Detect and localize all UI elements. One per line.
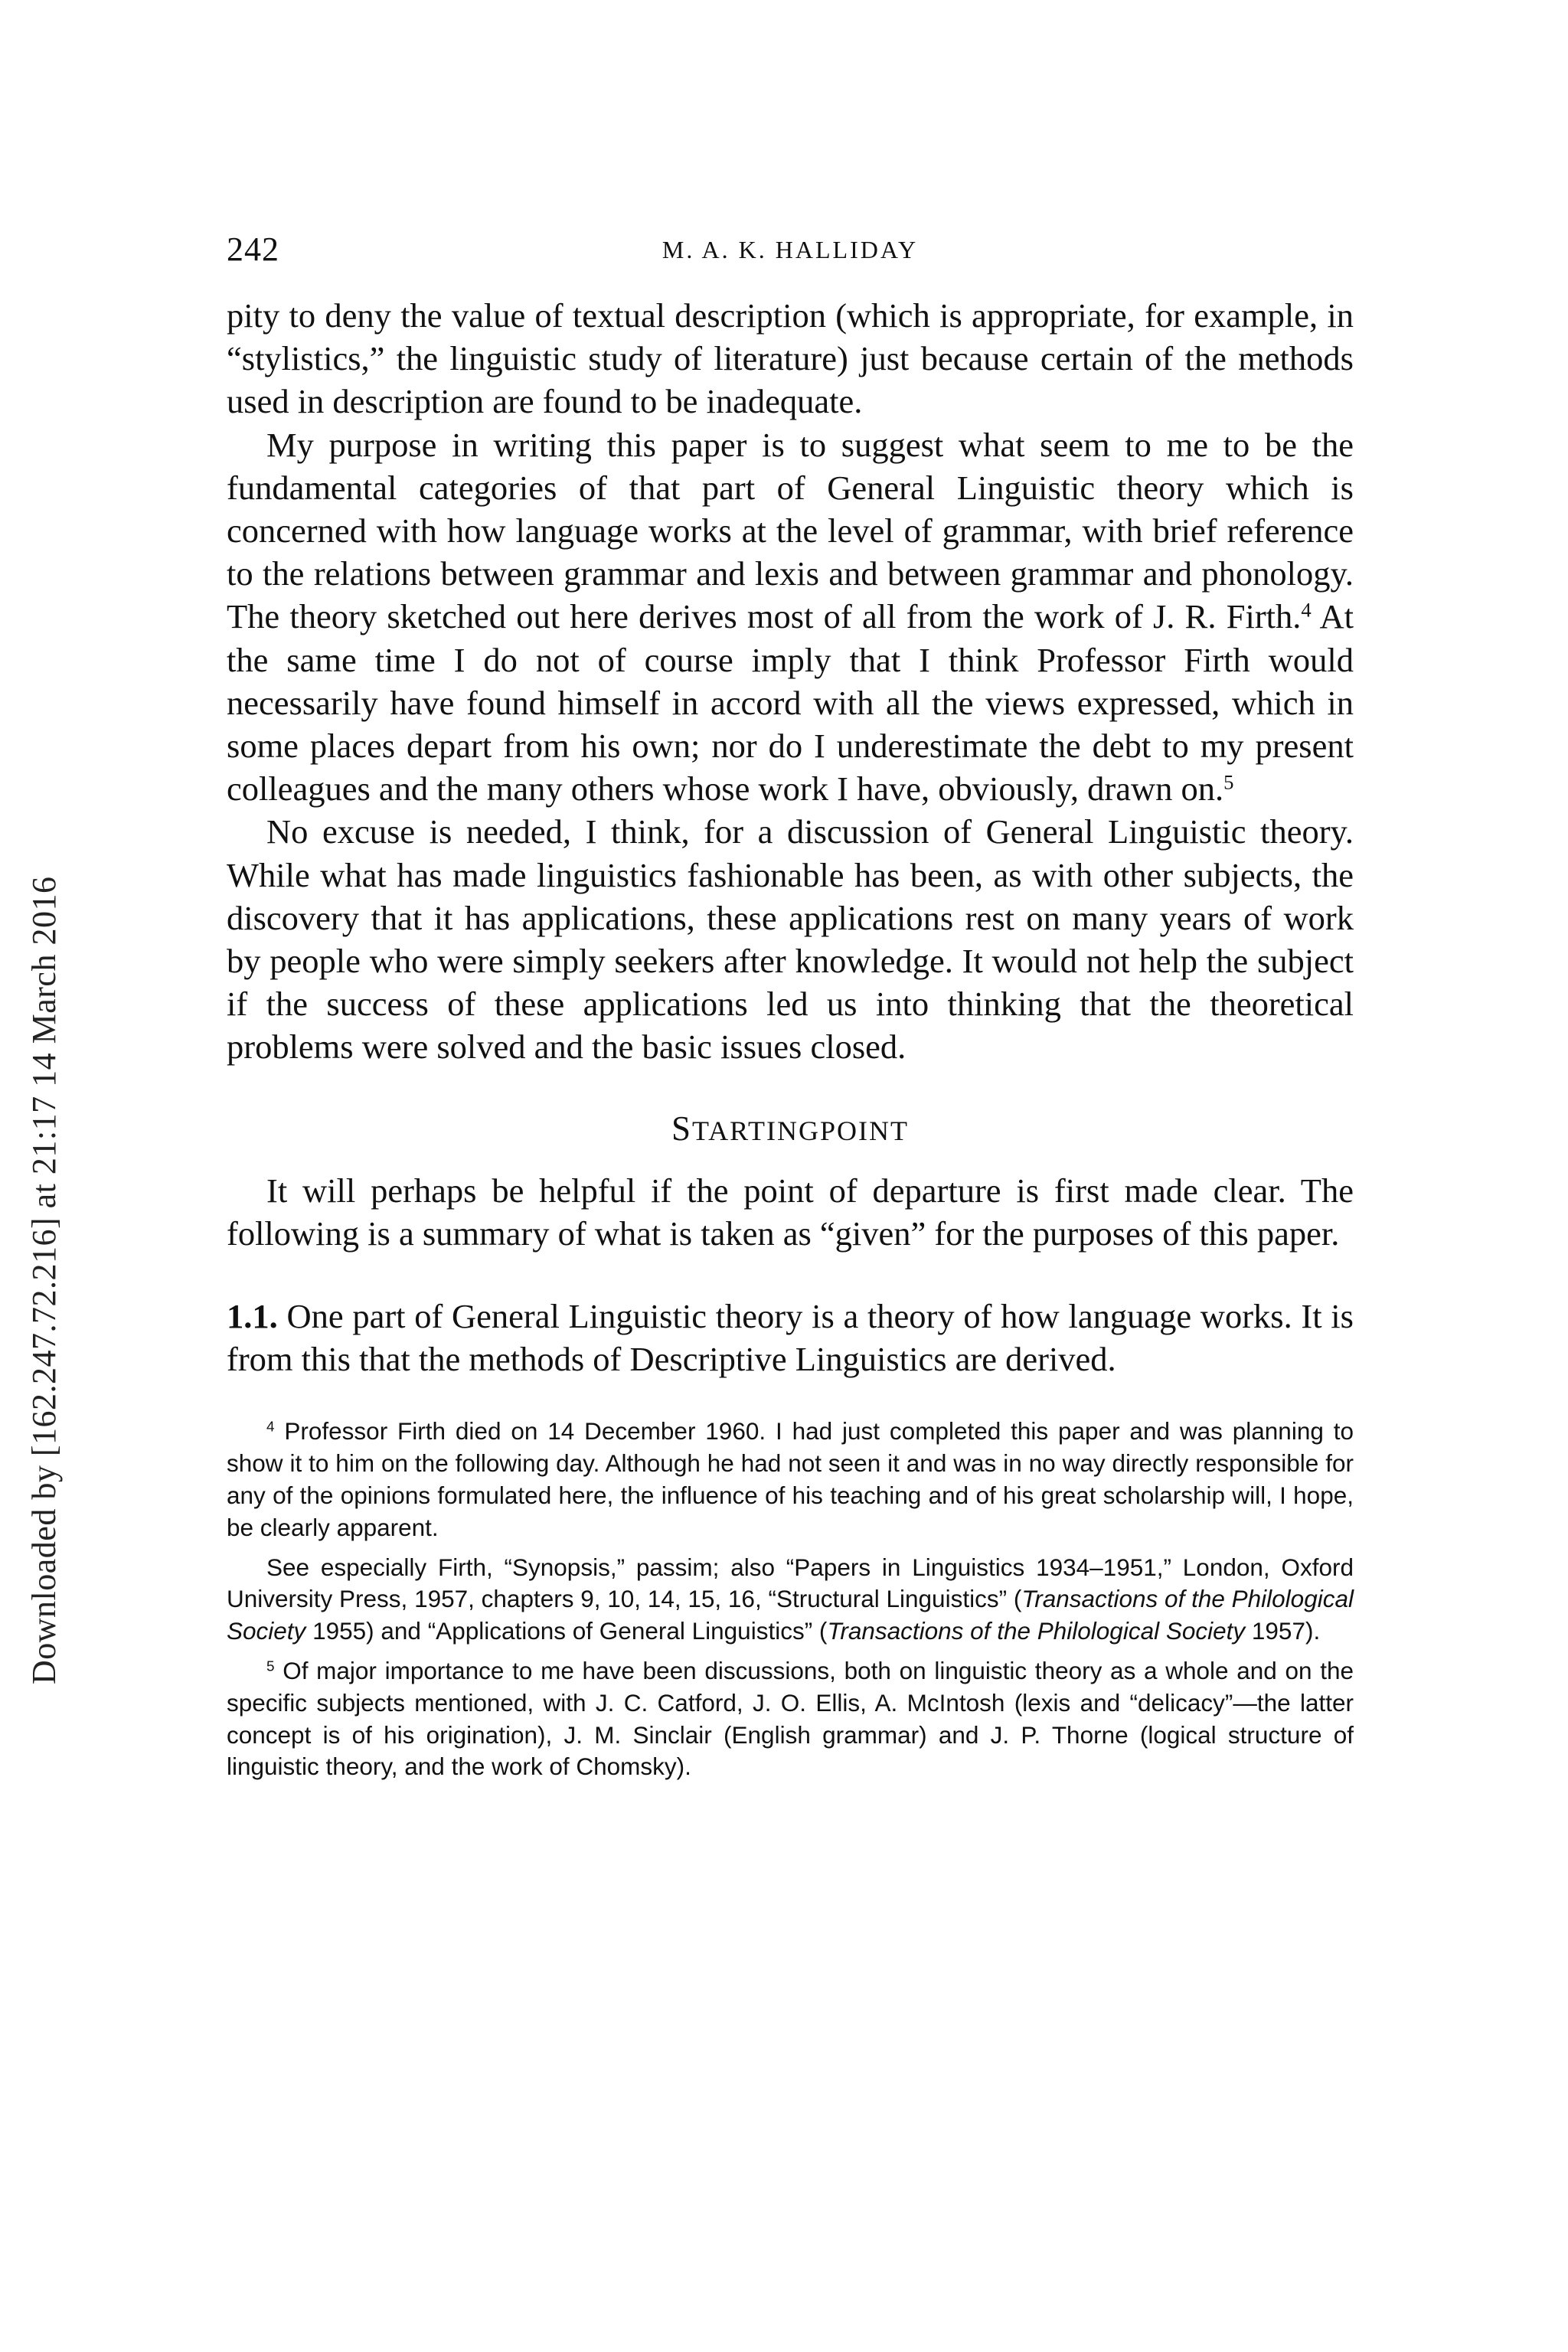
running-head bbox=[227, 230, 1354, 276]
section-number: 1.1. bbox=[227, 1297, 278, 1336]
footnote-4 bbox=[227, 1416, 1354, 1544]
paragraph-2-part-b: At the same time I do not of course imply that I think Professor Firth would necessarily have found himself in accord with all the views expressed, which in some places depart from his own; nor do I underestimate the debt to my present colleagues and the many others whose work I have, obviously, drawn on. bbox=[227, 597, 1354, 808]
paragraph-1-1 bbox=[227, 1295, 1354, 1380]
page bbox=[227, 230, 1354, 1783]
footnote-5 bbox=[227, 1655, 1354, 1783]
paragraph-1: pity to deny the value of textual description (which is appropriate, for example, in “stylistics,” the linguistic study of literature) just because certain of the methods used in description are found to be inadequate. bbox=[227, 296, 1354, 421]
running-head-author: M. A. K. HALLIDAY bbox=[662, 236, 919, 263]
paragraph-2 bbox=[227, 423, 1354, 811]
paragraph-2-part-a: My purpose in writing this paper is to suggest what seem to me to be the fundamental categories of that part of General Linguistic theory which is concerned with how language works at the level of grammar, with brief reference to the relations between grammar and lexis and between grammar and phonology. The theory sketched out here derives most of all from the work of J. R. Firth. bbox=[227, 425, 1354, 636]
footnotes bbox=[227, 1416, 1354, 1783]
footnote-ref-5: 5 bbox=[1223, 770, 1234, 794]
journal-title-2: Transactions of the Philological Society bbox=[827, 1617, 1246, 1645]
paragraph-3: No excuse is needed, I think, for a discussion of General Linguistic theory. While what has made linguistics fashionable has been, as with other subjects, the discovery that it has applications, these applications rest on many years of work by people who were simply seekers after knowledge. It would not help the subject if the success of these applications led us into thinking that the theoretical problems were solved and the basic issues closed. bbox=[227, 812, 1354, 1067]
section-heading-initial: S bbox=[671, 1109, 693, 1148]
footnote-4-continued bbox=[227, 1552, 1354, 1648]
body-text bbox=[227, 294, 1354, 1380]
download-watermark: Downloaded by [162.247.72.216] at 21:17 14 March 2016 bbox=[25, 876, 63, 1684]
footnote-ref-4: 4 bbox=[1301, 598, 1312, 622]
section-heading bbox=[227, 1107, 1354, 1152]
section-heading-rest: TARTINGPOINT bbox=[692, 1115, 909, 1146]
footnote-4-mark: 4 bbox=[266, 1419, 275, 1436]
journal-title-1: Transactions of the Philological Society bbox=[227, 1585, 1354, 1645]
footnote-4-cont-b: 1955) and “Applications of General Linguistics” ( bbox=[305, 1617, 828, 1645]
paragraph-4: It will perhaps be helpful if the point of departure is first made clear. The following is a summary of what is taken as “given” for the purposes of this paper. bbox=[227, 1171, 1354, 1253]
paragraph-1-1-text: One part of General Linguistic theory is a theory of how language works. It is from this that the methods of Descriptive Linguistics are derived. bbox=[227, 1297, 1354, 1379]
footnote-4-text: Professor Firth died on 14 December 1960. I had just completed this paper and was planning to show it to him on the following day. Although he had not seen it and was in no way directly responsible for any of the opinions formulated here, the influence of his teaching and of his great scholarship will, I hope, be clearly apparent. bbox=[227, 1417, 1354, 1541]
page-number: 242 bbox=[227, 230, 279, 268]
footnote-5-text: Of major importance to me have been discussions, both on linguistic theory as a whole and on the specific subjects mentioned, with J. C. Catford, J. O. Ellis, A. McIntosh (lexis and “delicacy”—the latter concept is of his origination), J. M. Sinclair (English grammar) and J. P. Thorne (logical structure of linguistic theory, and the work of Chomsky). bbox=[227, 1657, 1354, 1781]
footnote-4-cont-c: 1957). bbox=[1245, 1617, 1321, 1645]
footnote-5-mark: 5 bbox=[266, 1658, 275, 1675]
footnote-4-cont-a: See especially Firth, “Synopsis,” passim; also “Papers in Linguistics 1934–1951,” London, Oxford University Press, 1957, chapters 9, 10, 14, 15, 16, “Structural Linguistics” ( bbox=[227, 1553, 1354, 1613]
